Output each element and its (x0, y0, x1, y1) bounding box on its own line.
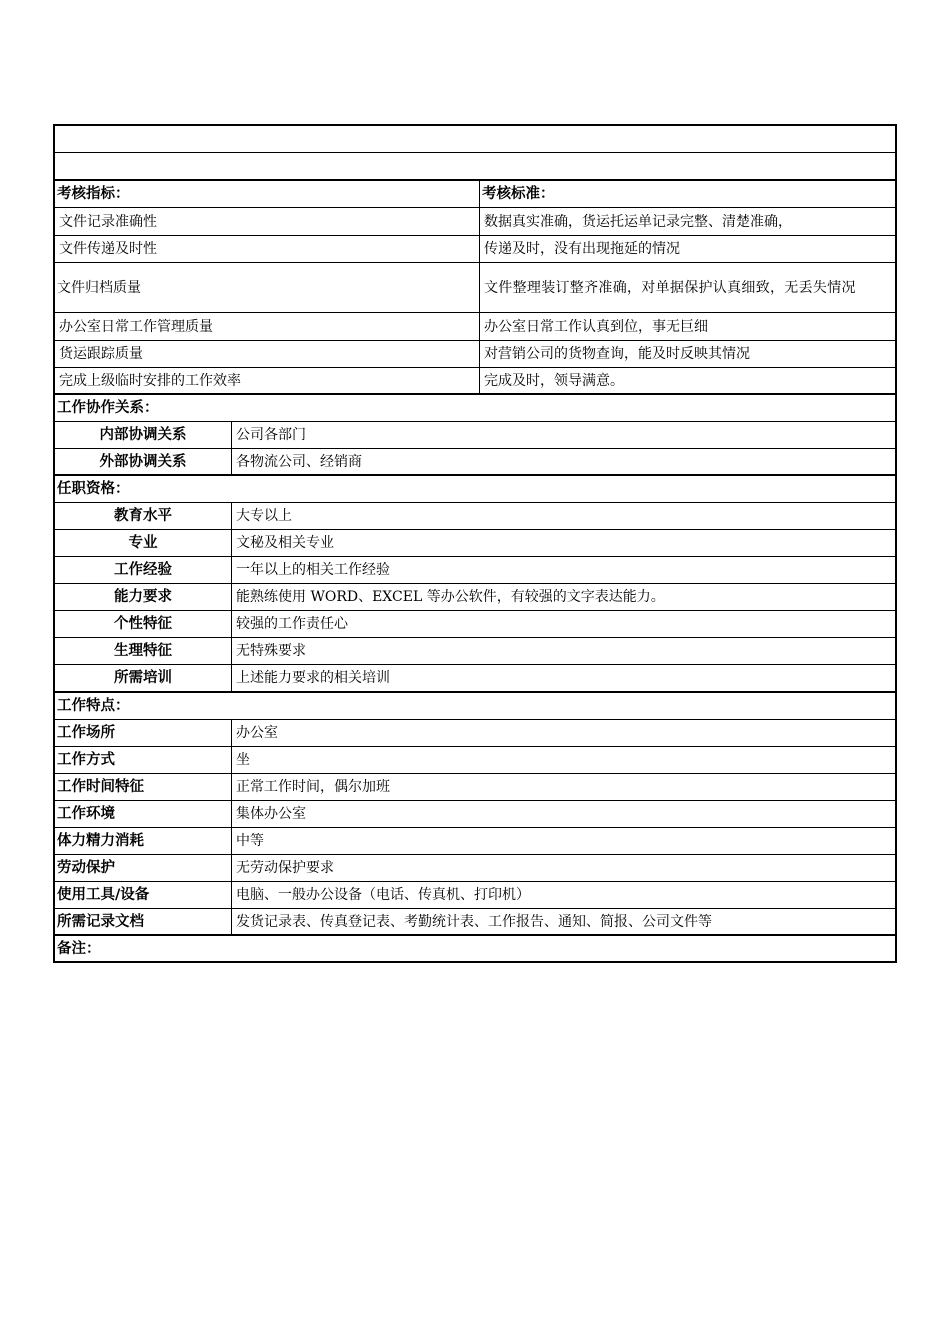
features-label: 工作方式 (55, 747, 232, 773)
cooperation-title: 工作协作关系： (57, 400, 159, 416)
kpi-standard: 文件整理装订整齐准确，对单据保护认真细致，无丢失情况 (484, 279, 856, 296)
qualification-row (55, 665, 895, 693)
kpi-header-row (55, 181, 895, 208)
header-row-1 (55, 126, 895, 153)
qualification-label: 工作经验 (55, 557, 232, 583)
kpi-indicator: 文件传递及时性 (55, 236, 480, 262)
cooperation-title-row (55, 395, 895, 422)
qualification-row (55, 584, 895, 611)
cooperation-row (55, 422, 895, 449)
kpi-standard: 数据真实准确，货运托运单记录完整、清楚准确， (484, 213, 792, 230)
features-row (55, 747, 895, 774)
kpi-row (55, 236, 895, 263)
features-label: 所需记录文档 (55, 909, 232, 934)
cooperation-label: 外部协调关系 (55, 449, 232, 474)
qualification-title-row (55, 476, 895, 503)
qualification-value: 文秘及相关专业 (236, 535, 334, 551)
features-label: 工作环境 (55, 801, 232, 827)
features-label: 使用工具/设备 (55, 882, 232, 908)
kpi-indicator: 办公室日常工作管理质量 (55, 313, 480, 340)
features-row (55, 774, 895, 801)
cooperation-value: 各物流公司、经销商 (236, 453, 362, 470)
qualification-row (55, 530, 895, 557)
cooperation-value: 公司各部门 (236, 427, 306, 443)
qualification-value: 一年以上的相关工作经验 (236, 562, 390, 578)
features-row (55, 909, 895, 936)
job-description-table (53, 124, 897, 963)
kpi-row (55, 341, 895, 368)
kpi-standard-title: 考核标准： (482, 186, 555, 202)
kpi-standard: 传递及时，没有出现拖延的情况 (484, 241, 680, 257)
kpi-row (55, 368, 895, 395)
features-row (55, 882, 895, 909)
features-label: 劳动保护 (55, 855, 232, 881)
qualification-row (55, 638, 895, 665)
features-row (55, 828, 895, 855)
features-value: 正常工作时间，偶尔加班 (236, 779, 390, 795)
features-label: 体力精力消耗 (55, 828, 232, 854)
kpi-indicator: 完成上级临时安排的工作效率 (55, 368, 480, 393)
features-row (55, 801, 895, 828)
kpi-indicator: 文件归档质量 (55, 263, 480, 312)
features-row (55, 720, 895, 747)
header-row-2 (55, 153, 895, 181)
features-value: 发货记录表、传真登记表、考勤统计表、工作报告、通知、简报、公司文件等 (236, 913, 712, 930)
qualification-label: 生理特征 (55, 638, 232, 664)
features-title: 工作特点： (57, 698, 130, 714)
features-value: 坐 (236, 752, 250, 768)
remarks-row (55, 936, 895, 961)
features-value: 无劳动保护要求 (236, 860, 334, 876)
kpi-row (55, 263, 895, 313)
qualification-value: 能熟练使用 WORD、EXCEL 等办公软件，有较强的文字表达能力。 (236, 589, 665, 605)
qualification-value: 大专以上 (236, 508, 292, 524)
header-cell-2 (55, 153, 895, 179)
kpi-row (55, 208, 895, 236)
features-title-row (55, 693, 895, 720)
kpi-standard: 办公室日常工作认真到位，事无巨细 (484, 318, 708, 335)
qualification-label: 教育水平 (55, 503, 232, 529)
qualification-title: 任职资格： (57, 481, 130, 497)
features-value: 办公室 (236, 725, 278, 741)
qualification-row (55, 503, 895, 530)
qualification-label: 个性特征 (55, 611, 232, 637)
remarks-title: 备注： (57, 940, 101, 957)
features-label: 工作场所 (55, 720, 232, 746)
qualification-value: 较强的工作责任心 (236, 616, 348, 632)
header-cell-1 (55, 126, 895, 152)
kpi-indicator: 文件记录准确性 (55, 208, 480, 235)
features-label: 工作时间特征 (55, 774, 232, 800)
features-value: 电脑、一般办公设备（电话、传真机、打印机） (236, 887, 530, 903)
qualification-label: 能力要求 (55, 584, 232, 610)
features-value: 集体办公室 (236, 806, 306, 822)
qualification-row (55, 611, 895, 638)
qualification-value: 上述能力要求的相关培训 (236, 670, 390, 686)
kpi-indicator-title: 考核指标： (55, 181, 480, 207)
features-value: 中等 (236, 833, 264, 849)
features-row (55, 855, 895, 882)
qualification-label: 专业 (55, 530, 232, 556)
kpi-standard: 对营销公司的货物查询，能及时反映其情况 (484, 346, 750, 362)
qualification-label: 所需培训 (55, 665, 232, 691)
cooperation-row (55, 449, 895, 476)
cooperation-label: 内部协调关系 (55, 422, 232, 448)
kpi-standard: 完成及时，领导满意。 (484, 372, 624, 389)
qualification-row (55, 557, 895, 584)
kpi-indicator: 货运跟踪质量 (55, 341, 480, 367)
kpi-row (55, 313, 895, 341)
qualification-value: 无特殊要求 (236, 643, 306, 659)
